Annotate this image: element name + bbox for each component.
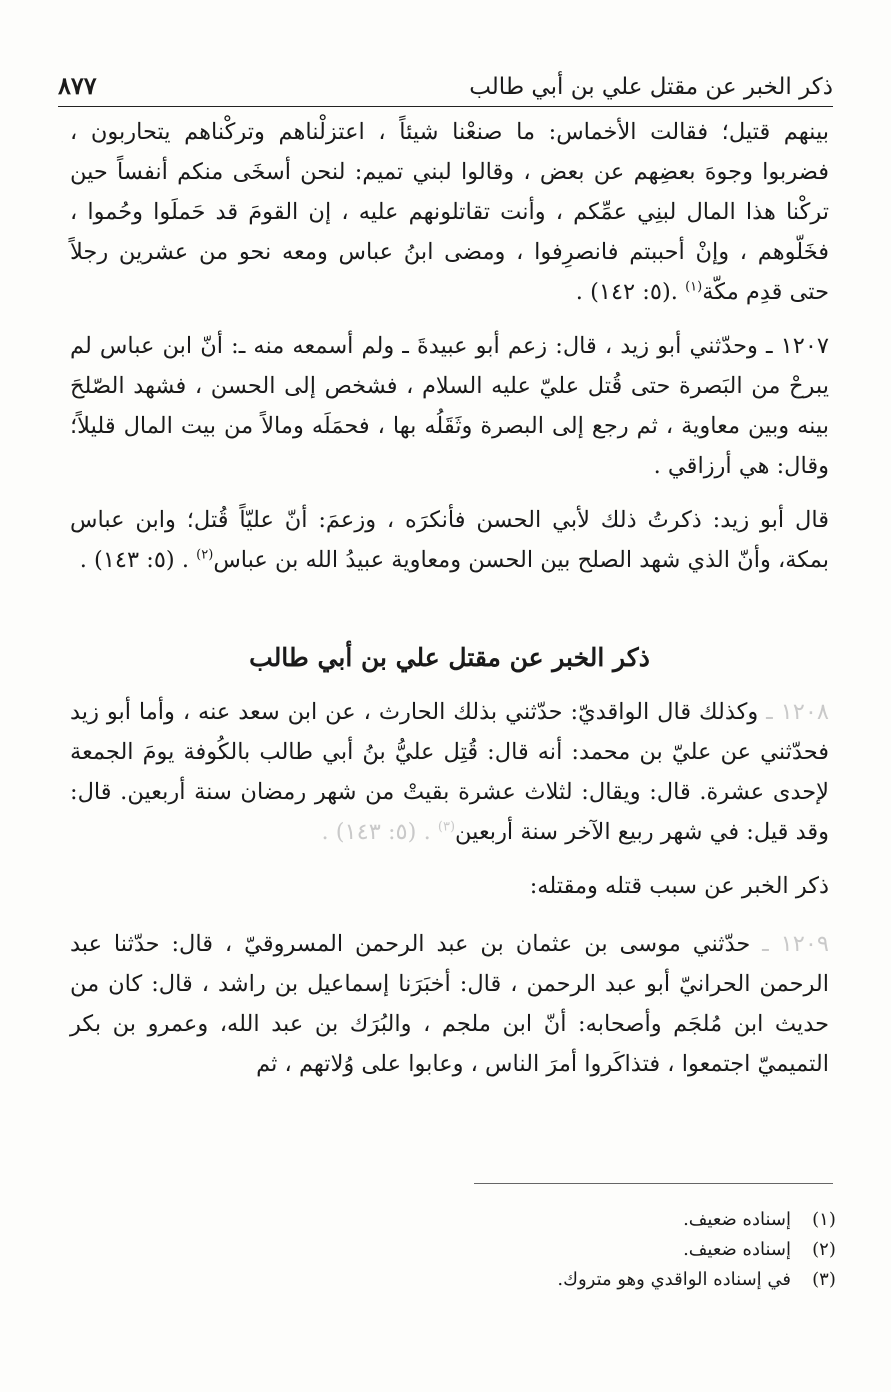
running-header [58, 60, 833, 107]
paragraph-text: بينهم قتيل؛ فقالت الأخماس: ما صنعْنا شيئاً ، اعتزلْناهم وتركْناهم يتحاربون ، فضربوا وجوهَ بعضِهم عن بعض ، وقالوا لبني تميم: لنحن أسخَى منكم أنفساً حين تركْنا هذا المال لبنِي عمِّكم ، وأنت تقاتلونهم عليه ، إن القومَ قد حَملَوا وحُموا ، فخَلّوهم ، وإنْ أحببتم فانصرِفوا ، ومضى ابنُ عباس ومعه نحو من عشرين رجلاً حتى قدِم مكّة [70, 119, 829, 305]
subheading: ذكر الخبر عن سبب قتله ومقتله: [529, 873, 829, 899]
footnote-divider [474, 1183, 833, 1184]
paragraph [70, 924, 829, 1084]
main-text [70, 112, 829, 1098]
paragraph-text: ١٢٠٧ ـ وحدّثني أبو زيد ، قال: زعم أبو عبيدةَ ـ ولم أسمعه منه ـ: أنّ ابن عباس لم يبرحْ من البَصرة حتى قُتل عليّ عليه السلام ، فشخص إلى الحسن ، فشهد الصّلحَ بينه وبين معاوية ، ثم رجع إلى البصرة وثَقَلُه بها ، فحمَلَه ومالاً من بيت المال قليلاً؛ وقال: هي أرزاقي . [70, 333, 829, 479]
footnote-text: في إسناده الواقدي وهو متروك. [557, 1269, 791, 1290]
footnote [62, 1205, 839, 1235]
header-title: ذكر الخبر عن مقتل علي بن أبي طالب [469, 74, 833, 100]
footnote-ref: (١) [685, 279, 703, 295]
footnote-number: (٣) [812, 1269, 836, 1290]
footnote-ref: (٣) [437, 819, 456, 835]
footnote [62, 1265, 839, 1295]
footnotes [62, 1205, 839, 1295]
citation: . (٥: ١٤٣) . [321, 819, 431, 845]
paragraph-text: قال أبو زيد: ذكرتُ ذلك لأبي الحسن فأنكرَه ، وزعمَ: أنّ عليّاً قُتل؛ وابن عباس بمكة، وأنّ الذي شهد الصلح بين الحسن ومعاوية عبيدُ الله بن عباس [70, 507, 829, 573]
paragraph-text: حدّثني موسى بن عثمان بن عبد الرحمن المسروقيّ ، قال: حدّثنا عبد الرحمن الحرانيّ أبو عبد الرحمن ، قال: أخبَرَنا إسماعيل بن راشد ، قال: كان من حديث ابن مُلجَم وأصحابه: أنّ ابن ملجم ، والبُرَك بن عبد الله، وعمرو بن بكر التميميّ اجتمعوا ، فتذاكَروا أمرَ الناس ، وعابوا على وُلاتهم ، ثم [70, 931, 829, 1077]
page-number: ٨٧٧ [58, 71, 97, 100]
footnote-ref: (٢) [196, 547, 214, 563]
paragraph-number: ١٢٠٨ ـ [766, 699, 830, 725]
citation: .(٥: ١٤٢) . [575, 279, 678, 305]
footnote-number: (١) [812, 1209, 836, 1230]
footnote-number: (٢) [812, 1239, 836, 1260]
footnote-text: إسناده ضعيف. [683, 1209, 791, 1230]
section-title: ذكر الخبر عن مقتل علي بن أبي طالب [249, 643, 650, 672]
paragraph-text: وكذلك قال الواقديّ: حدّثني بذلك الحارث ، عن ابن سعد عنه ، وأما أبو زيد فحدّثني عن عليّ بن محمد: أنه قال: قُتِل عليُّ بنُ أبي طالب بالكُوفة يومَ الجمعة لإحدى عشرة. قال: ويقال: لثلاث عشرة بقيتْ من شهر رمضان سنة أربعين. قال: وقد قيل: في شهر ربيع الآخر سنة أربعين [70, 699, 829, 845]
paragraph-number: ١٢٠٩ ـ [762, 931, 830, 957]
paragraph [70, 112, 829, 312]
paragraph [70, 692, 829, 852]
citation: . (٥: ١٤٣) . [79, 547, 190, 573]
footnote [62, 1235, 839, 1265]
paragraph [70, 500, 829, 580]
footnote-text: إسناده ضعيف. [683, 1239, 791, 1260]
paragraph [70, 326, 829, 486]
